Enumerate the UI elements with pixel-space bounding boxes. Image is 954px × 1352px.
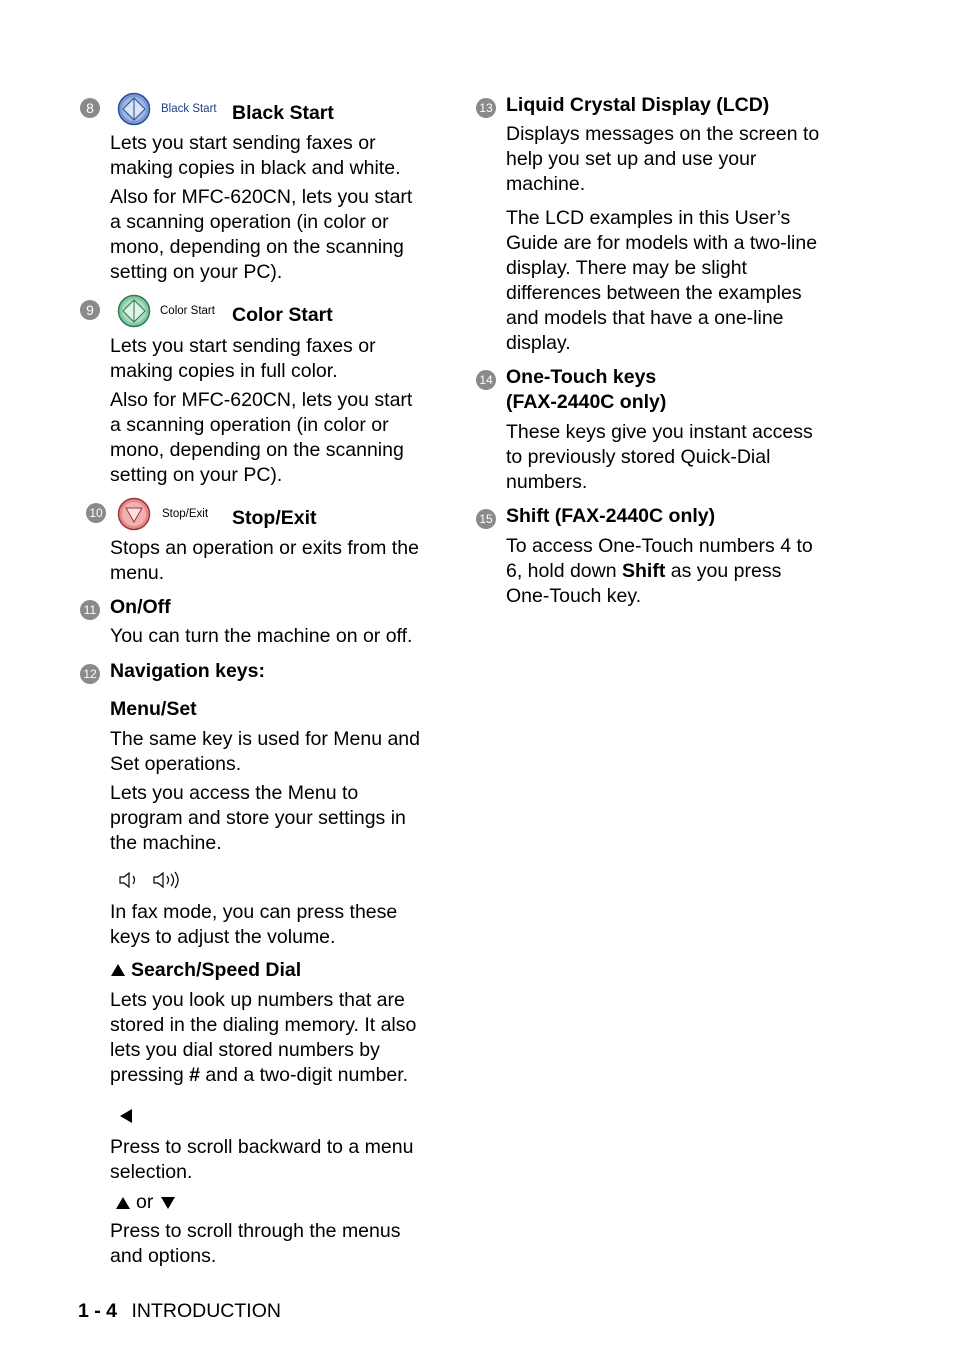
up-down-description: Press to scroll through the menus and options. <box>110 1220 401 1267</box>
item-number-badge: 8 <box>80 98 100 118</box>
volume-description: In fax mode, you can press these keys to adjust the volume. <box>110 901 398 948</box>
item-number-badge: 13 <box>476 98 496 118</box>
volume-down-icon <box>118 870 144 890</box>
left-arrow-description: Press to scroll backward to a menu selection. <box>110 1136 414 1183</box>
page-number: 1 - 4 <box>78 1300 118 1322</box>
black-start-scan-note: Also for MFC-620CN, lets you start a scanning operation (in color or mono, depending on the scanning setting on your PC). <box>110 186 413 283</box>
color-start-description: Lets you start sending faxes or making copies in full color. <box>110 335 376 382</box>
shift-description: To access One-Touch numbers 4 to 6, hold down Shift as you press One-Touch key. <box>506 535 813 607</box>
lcd-description: Displays messages on the screen to help you set up and use your machine. <box>506 123 820 195</box>
down-arrow-icon <box>160 1196 176 1210</box>
item-number-badge: 9 <box>80 300 100 320</box>
on-off-description: You can turn the machine on or off. <box>110 625 413 647</box>
item-number-badge: 10 <box>86 503 106 523</box>
color-start-scan-note: Also for MFC-620CN, lets you start a scanning operation (in color or mono, depending on the scanning setting on your PC). <box>110 389 413 486</box>
one-touch-keys-title: One-Touch keys (FAX-2440C only) <box>506 366 667 413</box>
color-start-button-icon <box>117 294 151 328</box>
item-number-badge: 14 <box>476 370 496 390</box>
search-speed-dial-description: Lets you look up numbers that are stored in the dialing memory. It also lets you dial stored numbers by pressing # and a two-digit number. <box>110 989 417 1086</box>
stop-exit-description: Stops an operation or exits from the menu. <box>110 537 419 584</box>
lcd-title: Liquid Crystal Display (LCD) <box>506 94 770 116</box>
menu-set-title: Menu/Set <box>110 698 197 720</box>
search-speed-dial-title: Search/Speed Dial <box>131 959 302 981</box>
on-off-title: On/Off <box>110 596 171 618</box>
page-footer <box>78 1300 281 1323</box>
volume-up-icon <box>152 870 182 890</box>
stop-exit-button-label: Stop/Exit <box>162 508 209 520</box>
shift-title: Shift (FAX-2440C only) <box>506 505 716 527</box>
section-name: INTRODUCTION <box>131 1300 281 1322</box>
lcd-examples-note: The LCD examples in this User’s Guide are for models with a two-line display. There may be slight differences between the examples and models that have a one-line display. <box>506 207 818 354</box>
stop-exit-title: Stop/Exit <box>232 507 317 529</box>
up-arrow-icon <box>110 963 126 977</box>
stop-exit-button-icon <box>117 497 151 531</box>
black-start-title: Black Start <box>232 102 334 124</box>
left-arrow-icon <box>118 1108 134 1124</box>
menu-set-description: The same key is used for Menu and Set operations. <box>110 728 420 775</box>
black-start-description: Lets you start sending faxes or making copies in black and white. <box>110 132 401 179</box>
item-number-badge: 15 <box>476 509 496 529</box>
color-start-title: Color Start <box>232 304 333 326</box>
navigation-keys-title: Navigation keys: <box>110 660 265 682</box>
item-number-badge: 11 <box>80 600 100 620</box>
black-start-button-icon <box>117 92 151 126</box>
up-arrow-icon <box>115 1196 131 1210</box>
black-start-button-label: Black Start <box>161 103 217 115</box>
menu-set-access-note: Lets you access the Menu to program and store your settings in the machine. <box>110 782 406 854</box>
one-touch-keys-description: These keys give you instant access to previously stored Quick-Dial numbers. <box>506 421 813 493</box>
item-number-badge: 12 <box>80 664 100 684</box>
up-or-down-label: or <box>136 1191 154 1213</box>
color-start-button-label: Color Start <box>160 305 215 317</box>
